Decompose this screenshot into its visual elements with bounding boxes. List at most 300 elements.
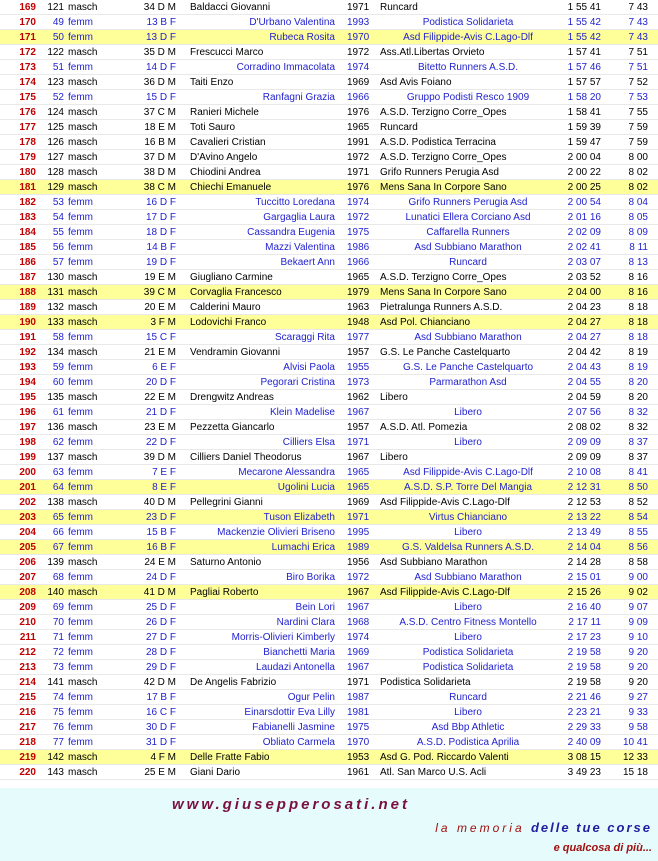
cell-num: 66 xyxy=(52,527,64,538)
cell-cat: 21 E M xyxy=(144,347,176,358)
cell-team: Asd Subbiano Marathon xyxy=(414,332,522,343)
cell-team: Asd Filippide-Avis C.Lago-Dlf xyxy=(403,467,533,478)
cell-team: Runcard xyxy=(449,257,487,268)
cell-pos: 214 xyxy=(19,677,36,688)
cell-name: Biro Borika xyxy=(286,572,335,583)
cell-team: Libero xyxy=(380,392,408,403)
cell-year: 1976 xyxy=(347,182,370,193)
cell-cat: 13 D F xyxy=(145,32,176,43)
cell-cat: 8 E F xyxy=(152,482,176,493)
cell-time: 2 04 43 xyxy=(567,362,601,373)
cell-time: 2 17 11 xyxy=(568,617,601,628)
cell-num: 57 xyxy=(52,257,64,268)
cell-time: 2 07 56 xyxy=(567,407,601,418)
cell-name: Ogur Pelin xyxy=(287,692,335,703)
cell-year: 1971 xyxy=(347,2,370,13)
cell-year: 1953 xyxy=(347,752,370,763)
cell-num: 129 xyxy=(47,182,64,193)
cell-cat: 25 E M xyxy=(144,767,176,778)
cell-name: Mackenzie Olivieri Briseno xyxy=(217,527,335,538)
cell-cat: 21 D F xyxy=(145,407,176,418)
cell-team: Parmarathon Asd xyxy=(429,377,507,388)
cell-pos: 182 xyxy=(19,197,36,208)
cell-pos: 218 xyxy=(19,737,36,748)
table-row xyxy=(0,90,658,105)
cell-team: Libero xyxy=(380,452,408,463)
cell-year: 1991 xyxy=(347,137,370,148)
cell-sex: femm xyxy=(68,197,93,208)
cell-name: Giugliano Carmine xyxy=(190,272,273,283)
cell-name: Calderini Mauro xyxy=(190,302,261,313)
cell-name: Alvisi Paola xyxy=(283,362,335,373)
cell-year: 1973 xyxy=(347,377,370,388)
cell-name: D'Avino Angelo xyxy=(190,152,258,163)
cell-pace: 8 37 xyxy=(628,452,648,463)
cell-sex: femm xyxy=(68,242,93,253)
cell-time: 2 19 58 xyxy=(567,662,601,673)
cell-time: 2 08 02 xyxy=(567,422,601,433)
table-row xyxy=(0,525,658,540)
cell-name: Bekaert Ann xyxy=(280,257,335,268)
cell-team: Asd Bbp Athletic xyxy=(431,722,505,733)
cell-num: 126 xyxy=(47,137,64,148)
cell-year: 1965 xyxy=(347,272,370,283)
cell-sex: masch xyxy=(68,2,98,13)
cell-time: 2 29 33 xyxy=(567,722,601,733)
cell-pos: 195 xyxy=(19,392,36,403)
cell-name: Pellegrini Gianni xyxy=(190,497,263,508)
cell-num: 59 xyxy=(52,362,64,373)
site-footer xyxy=(0,788,658,861)
cell-num: 61 xyxy=(52,407,64,418)
cell-sex: masch xyxy=(68,272,98,283)
cell-cat: 16 B F xyxy=(146,542,176,553)
cell-name: Bein Lori xyxy=(295,602,335,613)
cell-cat: 24 D F xyxy=(145,572,176,583)
cell-team: Asd Filippide-Avis C.Lago-Dlf xyxy=(403,32,533,43)
cell-num: 141 xyxy=(47,677,64,688)
cell-cat: 14 B F xyxy=(146,242,176,253)
cell-pos: 213 xyxy=(19,662,36,673)
cell-name: Drengwitz Andreas xyxy=(190,392,274,403)
cell-time: 2 19 58 xyxy=(567,677,601,688)
cell-pos: 176 xyxy=(19,107,36,118)
cell-time: 2 01 16 xyxy=(567,212,601,223)
cell-team: Podistica Solidarieta xyxy=(422,17,514,28)
cell-pace: 8 16 xyxy=(628,272,648,283)
table-row xyxy=(0,45,658,60)
cell-num: 121 xyxy=(47,2,64,13)
cell-name: Tuson Elizabeth xyxy=(263,512,335,523)
cell-time: 2 10 08 xyxy=(567,467,601,478)
cell-pos: 206 xyxy=(19,557,36,568)
cell-pace: 8 20 xyxy=(628,377,648,388)
cell-pace: 8 41 xyxy=(628,467,648,478)
cell-name: Rubeca Rosita xyxy=(269,32,335,43)
cell-team: Gruppo Podisti Resco 1909 xyxy=(406,92,530,103)
cell-num: 62 xyxy=(52,437,64,448)
cell-num: 73 xyxy=(52,662,64,673)
cell-year: 1967 xyxy=(347,662,370,673)
cell-cat: 22 D F xyxy=(145,437,176,448)
cell-pace: 8 02 xyxy=(628,182,648,193)
cell-sex: masch xyxy=(68,392,98,403)
cell-pace: 9 20 xyxy=(628,647,648,658)
cell-num: 72 xyxy=(52,647,64,658)
cell-team: G.S. Le Panche Castelquarto xyxy=(402,362,534,373)
cell-name: Giani Dario xyxy=(190,767,241,778)
table-row xyxy=(0,615,658,630)
cell-cat: 23 E M xyxy=(144,422,176,433)
cell-team: Pietralunga Runners A.S.D. xyxy=(380,302,503,313)
cell-name: Ugolini Lucia xyxy=(277,482,335,493)
cell-pace: 8 18 xyxy=(628,332,648,343)
cell-cat: 42 D M xyxy=(143,677,176,688)
cell-num: 122 xyxy=(47,47,64,58)
table-row xyxy=(0,675,658,690)
cell-year: 1968 xyxy=(347,617,370,628)
cell-sex: masch xyxy=(68,452,98,463)
cell-name: Toti Sauro xyxy=(190,122,236,133)
cell-cat: 25 D F xyxy=(145,602,176,613)
cell-time: 2 40 09 xyxy=(567,737,601,748)
cell-name: Chiodini Andrea xyxy=(190,167,261,178)
cell-time: 3 08 15 xyxy=(567,752,601,763)
cell-team: Podistica Solidarieta xyxy=(422,662,514,673)
cell-sex: masch xyxy=(68,752,98,763)
table-row xyxy=(0,150,658,165)
cell-num: 56 xyxy=(52,242,64,253)
table-row xyxy=(0,360,658,375)
cell-sex: masch xyxy=(68,677,98,688)
cell-year: 1961 xyxy=(347,767,370,778)
cell-pos: 210 xyxy=(19,617,36,628)
cell-pace: 8 18 xyxy=(628,317,648,328)
cell-cat: 31 D F xyxy=(145,737,176,748)
cell-year: 1963 xyxy=(347,302,370,313)
cell-num: 130 xyxy=(47,272,64,283)
cell-year: 1976 xyxy=(347,107,370,118)
cell-sex: femm xyxy=(68,722,93,733)
cell-pos: 203 xyxy=(19,512,36,523)
cell-year: 1995 xyxy=(347,527,370,538)
cell-pos: 169 xyxy=(19,2,36,13)
cell-num: 136 xyxy=(47,422,64,433)
cell-name: D'Urbano Valentina xyxy=(249,17,335,28)
site-url-link[interactable]: www.giusepperosati.net xyxy=(172,796,410,813)
cell-time: 2 12 31 xyxy=(567,482,601,493)
cell-pace: 8 54 xyxy=(628,512,648,523)
cell-year: 1967 xyxy=(347,452,370,463)
cell-sex: masch xyxy=(68,107,98,118)
cell-sex: masch xyxy=(68,47,98,58)
cell-pace: 10 41 xyxy=(622,737,648,748)
cell-cat: 23 D F xyxy=(145,512,176,523)
cell-team: Libero xyxy=(454,407,482,418)
cell-cat: 20 E M xyxy=(144,302,176,313)
cell-sex: masch xyxy=(68,137,98,148)
cell-team: Libero xyxy=(454,707,482,718)
cell-year: 1972 xyxy=(347,212,370,223)
cell-cat: 16 C F xyxy=(145,707,176,718)
cell-time: 2 03 52 xyxy=(567,272,601,283)
cell-cat: 29 D F xyxy=(145,662,176,673)
cell-name: Klein Madelise xyxy=(269,407,335,418)
cell-name: Obliato Carmela xyxy=(262,737,335,748)
cell-pos: 219 xyxy=(19,752,36,763)
cell-team: A.S.D. S.P. Torre Del Mangia xyxy=(403,482,533,493)
cell-time: 2 02 09 xyxy=(567,227,601,238)
table-row xyxy=(0,330,658,345)
cell-year: 1969 xyxy=(347,647,370,658)
cell-num: 138 xyxy=(47,497,64,508)
cell-team: Bitetto Runners A.S.D. xyxy=(417,62,519,73)
cell-cat: 24 E M xyxy=(144,557,176,568)
cell-cat: 16 B M xyxy=(144,137,176,148)
cell-time: 2 03 07 xyxy=(567,257,601,268)
cell-num: 74 xyxy=(52,692,64,703)
cell-name: Bianchetti Maria xyxy=(263,647,335,658)
cell-num: 127 xyxy=(47,152,64,163)
cell-num: 131 xyxy=(47,287,64,298)
cell-num: 51 xyxy=(52,62,64,73)
cell-pos: 194 xyxy=(19,377,36,388)
cell-sex: masch xyxy=(68,317,98,328)
cell-pace: 8 13 xyxy=(628,257,648,268)
cell-cat: 6 E F xyxy=(152,362,176,373)
cell-pace: 7 51 xyxy=(628,62,648,73)
cell-num: 65 xyxy=(52,512,64,523)
cell-pace: 8 32 xyxy=(628,407,648,418)
cell-name: Vendramin Giovanni xyxy=(190,347,281,358)
cell-name: Pagliai Roberto xyxy=(190,587,259,598)
cell-name: Corradino Immacolata xyxy=(236,62,335,73)
cell-pos: 173 xyxy=(19,62,36,73)
cell-pos: 184 xyxy=(19,227,36,238)
cell-year: 1966 xyxy=(347,257,370,268)
cell-pace: 8 52 xyxy=(628,497,648,508)
table-row xyxy=(0,315,658,330)
cell-team: Podistica Solidarieta xyxy=(422,647,514,658)
cell-team: Asd Avis Foiano xyxy=(380,77,452,88)
cell-team: Atl. San Marco U.S. Acli xyxy=(380,767,487,778)
cell-year: 1974 xyxy=(347,632,370,643)
cell-pace: 9 27 xyxy=(628,692,648,703)
cell-pace: 8 16 xyxy=(628,287,648,298)
cell-cat: 39 D M xyxy=(143,452,176,463)
cell-pos: 205 xyxy=(19,542,36,553)
cell-sex: masch xyxy=(68,422,98,433)
cell-pace: 8 50 xyxy=(628,482,648,493)
cell-name: Ranfagni Grazia xyxy=(262,92,335,103)
cell-name: Mecarone Alessandra xyxy=(238,467,335,478)
cell-time: 1 59 39 xyxy=(567,122,601,133)
cell-pace: 9 20 xyxy=(628,677,648,688)
table-row xyxy=(0,270,658,285)
table-row xyxy=(0,75,658,90)
cell-pace: 8 05 xyxy=(628,212,648,223)
cell-num: 69 xyxy=(52,602,64,613)
cell-sex: femm xyxy=(68,257,93,268)
cell-cat: 39 C M xyxy=(143,287,176,298)
cell-num: 143 xyxy=(47,767,64,778)
cell-time: 2 23 21 xyxy=(567,707,601,718)
cell-pos: 192 xyxy=(19,347,36,358)
cell-pos: 170 xyxy=(19,17,36,28)
cell-num: 54 xyxy=(52,212,64,223)
cell-sex: masch xyxy=(68,497,98,508)
cell-cat: 37 D M xyxy=(143,152,176,163)
cell-cat: 35 D M xyxy=(143,47,176,58)
cell-time: 1 57 41 xyxy=(567,47,601,58)
cell-pace: 8 04 xyxy=(628,197,648,208)
cell-team: Libero xyxy=(454,632,482,643)
table-row xyxy=(0,180,658,195)
cell-pos: 200 xyxy=(19,467,36,478)
table-row xyxy=(0,450,658,465)
cell-cat: 37 C M xyxy=(143,107,176,118)
cell-pos: 171 xyxy=(19,32,36,43)
cell-pace: 7 53 xyxy=(628,92,648,103)
cell-time: 2 13 49 xyxy=(567,527,601,538)
table-row xyxy=(0,660,658,675)
cell-time: 2 19 58 xyxy=(567,647,601,658)
cell-name: Fabianelli Jasmine xyxy=(252,722,335,733)
cell-sex: femm xyxy=(68,617,93,628)
cell-team: Asd G. Pod. Riccardo Valenti xyxy=(380,752,509,763)
cell-time: 2 09 09 xyxy=(567,437,601,448)
tagline-part-b: delle tue corse xyxy=(530,820,652,835)
table-row xyxy=(0,240,658,255)
cell-sex: masch xyxy=(68,767,98,778)
cell-num: 55 xyxy=(52,227,64,238)
cell-sex: masch xyxy=(68,77,98,88)
cell-team: A.S.D. Podistica Terracina xyxy=(380,137,496,148)
tagline-part-a: la memoria xyxy=(435,821,531,835)
cell-time: 2 16 40 xyxy=(567,602,601,613)
table-row xyxy=(0,705,658,720)
cell-name: Cilliers Daniel Theodorus xyxy=(190,452,302,463)
cell-num: 75 xyxy=(52,707,64,718)
cell-name: Einarsdottir Eva Lilly xyxy=(244,707,335,718)
cell-cat: 16 D F xyxy=(145,197,176,208)
cell-sex: femm xyxy=(68,407,93,418)
cell-pace: 8 58 xyxy=(628,557,648,568)
cell-sex: femm xyxy=(68,737,93,748)
cell-pos: 186 xyxy=(19,257,36,268)
cell-sex: femm xyxy=(68,602,93,613)
cell-num: 137 xyxy=(47,452,64,463)
cell-pace: 9 07 xyxy=(628,602,648,613)
cell-name: Nardini Clara xyxy=(276,617,335,628)
cell-sex: masch xyxy=(68,152,98,163)
table-row xyxy=(0,765,658,780)
cell-cat: 38 D M xyxy=(143,167,176,178)
cell-team: G.S. Le Panche Castelquarto xyxy=(380,347,511,358)
cell-pace: 9 02 xyxy=(628,587,648,598)
cell-cat: 40 D M xyxy=(143,497,176,508)
cell-pos: 197 xyxy=(19,422,36,433)
cell-pace: 7 59 xyxy=(628,137,648,148)
cell-time: 2 04 42 xyxy=(567,347,601,358)
cell-team: Asd Subbiano Marathon xyxy=(414,242,522,253)
cell-team: Grifo Runners Perugia Asd xyxy=(380,167,499,178)
cell-year: 1986 xyxy=(347,242,370,253)
cell-cat: 34 D M xyxy=(143,2,176,13)
cell-pace: 7 59 xyxy=(628,122,648,133)
cell-year: 1972 xyxy=(347,152,370,163)
cell-year: 1987 xyxy=(347,692,370,703)
cell-time: 2 00 22 xyxy=(567,167,601,178)
cell-sex: femm xyxy=(68,467,93,478)
table-row xyxy=(0,255,658,270)
cell-team: Runcard xyxy=(380,2,418,13)
cell-pace: 9 00 xyxy=(628,572,648,583)
table-row xyxy=(0,720,658,735)
cell-year: 1971 xyxy=(347,512,370,523)
cell-pace: 8 09 xyxy=(628,227,648,238)
cell-year: 1948 xyxy=(347,317,370,328)
cell-year: 1981 xyxy=(347,707,370,718)
cell-team: Mens Sana In Corpore Sano xyxy=(380,287,507,298)
table-row xyxy=(0,210,658,225)
cell-team: Podistica Solidarieta xyxy=(380,677,471,688)
cell-name: Gargaglia Laura xyxy=(263,212,335,223)
cell-name: Lodovichi Franco xyxy=(190,317,267,328)
cell-time: 2 14 28 xyxy=(567,557,601,568)
cell-pace: 12 33 xyxy=(622,752,648,763)
cell-pos: 220 xyxy=(19,767,36,778)
table-row xyxy=(0,630,658,645)
cell-pace: 8 02 xyxy=(628,167,648,178)
cell-time: 2 15 01 xyxy=(567,572,601,583)
cell-team: Grifo Runners Perugia Asd xyxy=(408,197,528,208)
cell-year: 1967 xyxy=(347,587,370,598)
cell-sex: femm xyxy=(68,632,93,643)
cell-time: 2 02 41 xyxy=(567,242,601,253)
cell-time: 2 04 59 xyxy=(567,392,601,403)
cell-sex: femm xyxy=(68,212,93,223)
cell-year: 1956 xyxy=(347,557,370,568)
cell-sex: femm xyxy=(68,62,93,73)
cell-team: Asd Subbiano Marathon xyxy=(380,557,488,568)
cell-year: 1957 xyxy=(347,347,370,358)
cell-sex: femm xyxy=(68,17,93,28)
table-row xyxy=(0,420,658,435)
cell-num: 134 xyxy=(47,347,64,358)
table-row xyxy=(0,15,658,30)
cell-cat: 14 D F xyxy=(145,62,176,73)
cell-cat: 19 E M xyxy=(144,272,176,283)
cell-pos: 199 xyxy=(19,452,36,463)
cell-name: Lumachi Erica xyxy=(271,542,335,553)
cell-cat: 20 D F xyxy=(145,377,176,388)
cell-year: 1971 xyxy=(347,437,370,448)
cell-name: Pegorari Cristina xyxy=(260,377,335,388)
cell-time: 2 14 04 xyxy=(567,542,601,553)
cell-team: Libero xyxy=(454,527,482,538)
cell-name: Pezzetta Giancarlo xyxy=(190,422,275,433)
cell-cat: 36 D M xyxy=(143,77,176,88)
cell-num: 52 xyxy=(52,92,64,103)
cell-pos: 189 xyxy=(19,302,36,313)
cell-pos: 187 xyxy=(19,272,36,283)
cell-name: Corvaglia Francesco xyxy=(190,287,282,298)
cell-cat: 38 C M xyxy=(143,182,176,193)
cell-num: 140 xyxy=(47,587,64,598)
cell-sex: masch xyxy=(68,347,98,358)
cell-sex: masch xyxy=(68,122,98,133)
